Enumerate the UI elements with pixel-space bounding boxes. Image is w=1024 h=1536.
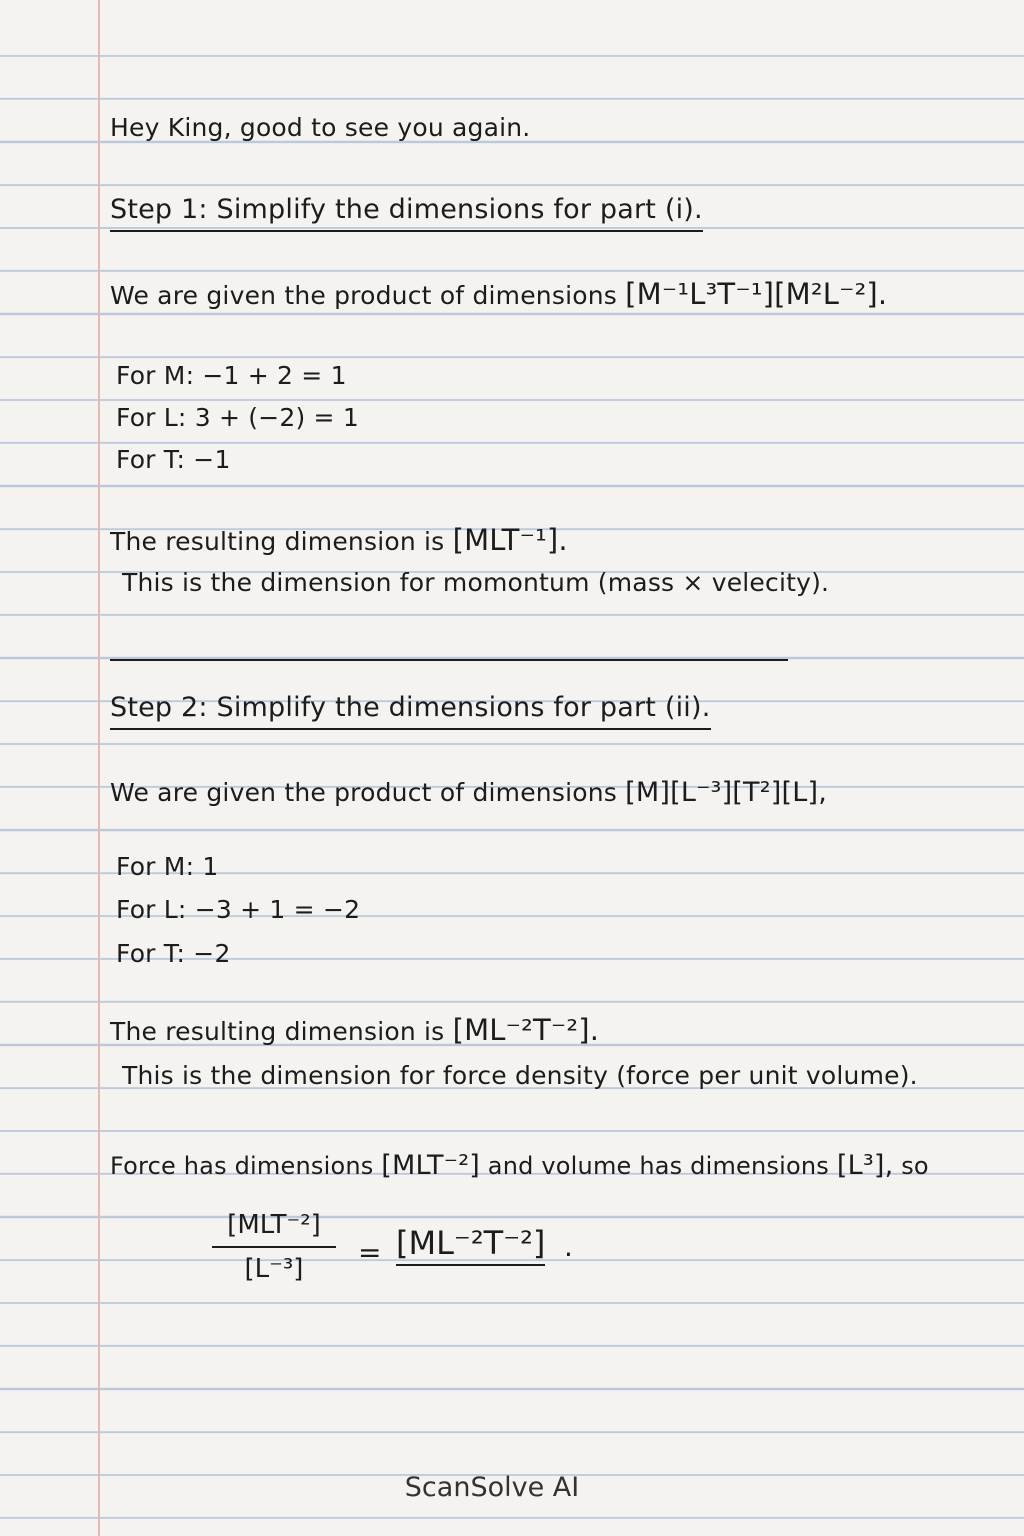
step1-result-prefix: The resulting dimension is (110, 527, 445, 556)
force-volume-line (110, 1150, 929, 1182)
margin-line (98, 0, 100, 1536)
footer-brand: ScanSolve AI (404, 1472, 580, 1503)
force-line-c: so (901, 1152, 929, 1180)
final-result: [ML⁻²T⁻²] (396, 1224, 545, 1266)
equals-sign: = (358, 1236, 382, 1269)
step2-given (110, 777, 827, 809)
force-line-a: Force has dimensions (110, 1152, 374, 1180)
fraction-denominator: [L⁻³] (244, 1254, 304, 1284)
step1-heading: Step 1: Simplify the dimensions for part (i). (110, 194, 703, 232)
fraction-equation (212, 1210, 612, 1310)
step2-t-line: For T: −2 (116, 939, 231, 968)
step1-result-expr: [MLT⁻¹]. (452, 523, 568, 557)
fraction (212, 1210, 336, 1284)
greeting: Hey King, good to see you again. (110, 113, 531, 142)
force-line-b: and volume has dimensions (487, 1152, 829, 1180)
volume-expr: [L³], (836, 1150, 894, 1181)
step2-result-prefix: The resulting dimension is (110, 1017, 445, 1046)
step2-given-prefix: We are given the product of dimensions (110, 778, 617, 807)
step1-given-prefix: We are given the product of dimensions (110, 281, 617, 310)
fraction-numerator: [MLT⁻²] (212, 1210, 336, 1248)
force-expr: [MLT⁻²] (381, 1150, 480, 1181)
step2-result (110, 1014, 599, 1048)
step2-given-expr: [M][L⁻³][T²][L], (625, 777, 827, 808)
step2-l-line: For L: −3 + 1 = −2 (116, 895, 361, 924)
step1-explanation: This is the dimension for momontum (mass × velecity). (122, 568, 830, 597)
step1-l-line: For L: 3 + (−2) = 1 (116, 403, 359, 432)
step1-heading-wrap (110, 194, 703, 232)
step1-m-line: For M: −1 + 2 = 1 (116, 361, 347, 390)
step1-given (110, 278, 887, 312)
step2-explanation: This is the dimension for force density (force per unit volume). (122, 1061, 918, 1090)
step1-given-expr: [M⁻¹L³T⁻¹][M²L⁻²]. (625, 277, 888, 311)
step2-result-expr: [ML⁻²T⁻²]. (452, 1013, 600, 1047)
step2-heading-wrap (110, 692, 711, 730)
step1-result (110, 524, 568, 558)
section-divider (110, 659, 788, 661)
final-result-dot: . (564, 1230, 573, 1263)
step1-t-line: For T: −1 (116, 445, 231, 474)
step2-heading: Step 2: Simplify the dimensions for part (ii). (110, 692, 711, 730)
step2-m-line: For M: 1 (116, 852, 219, 881)
